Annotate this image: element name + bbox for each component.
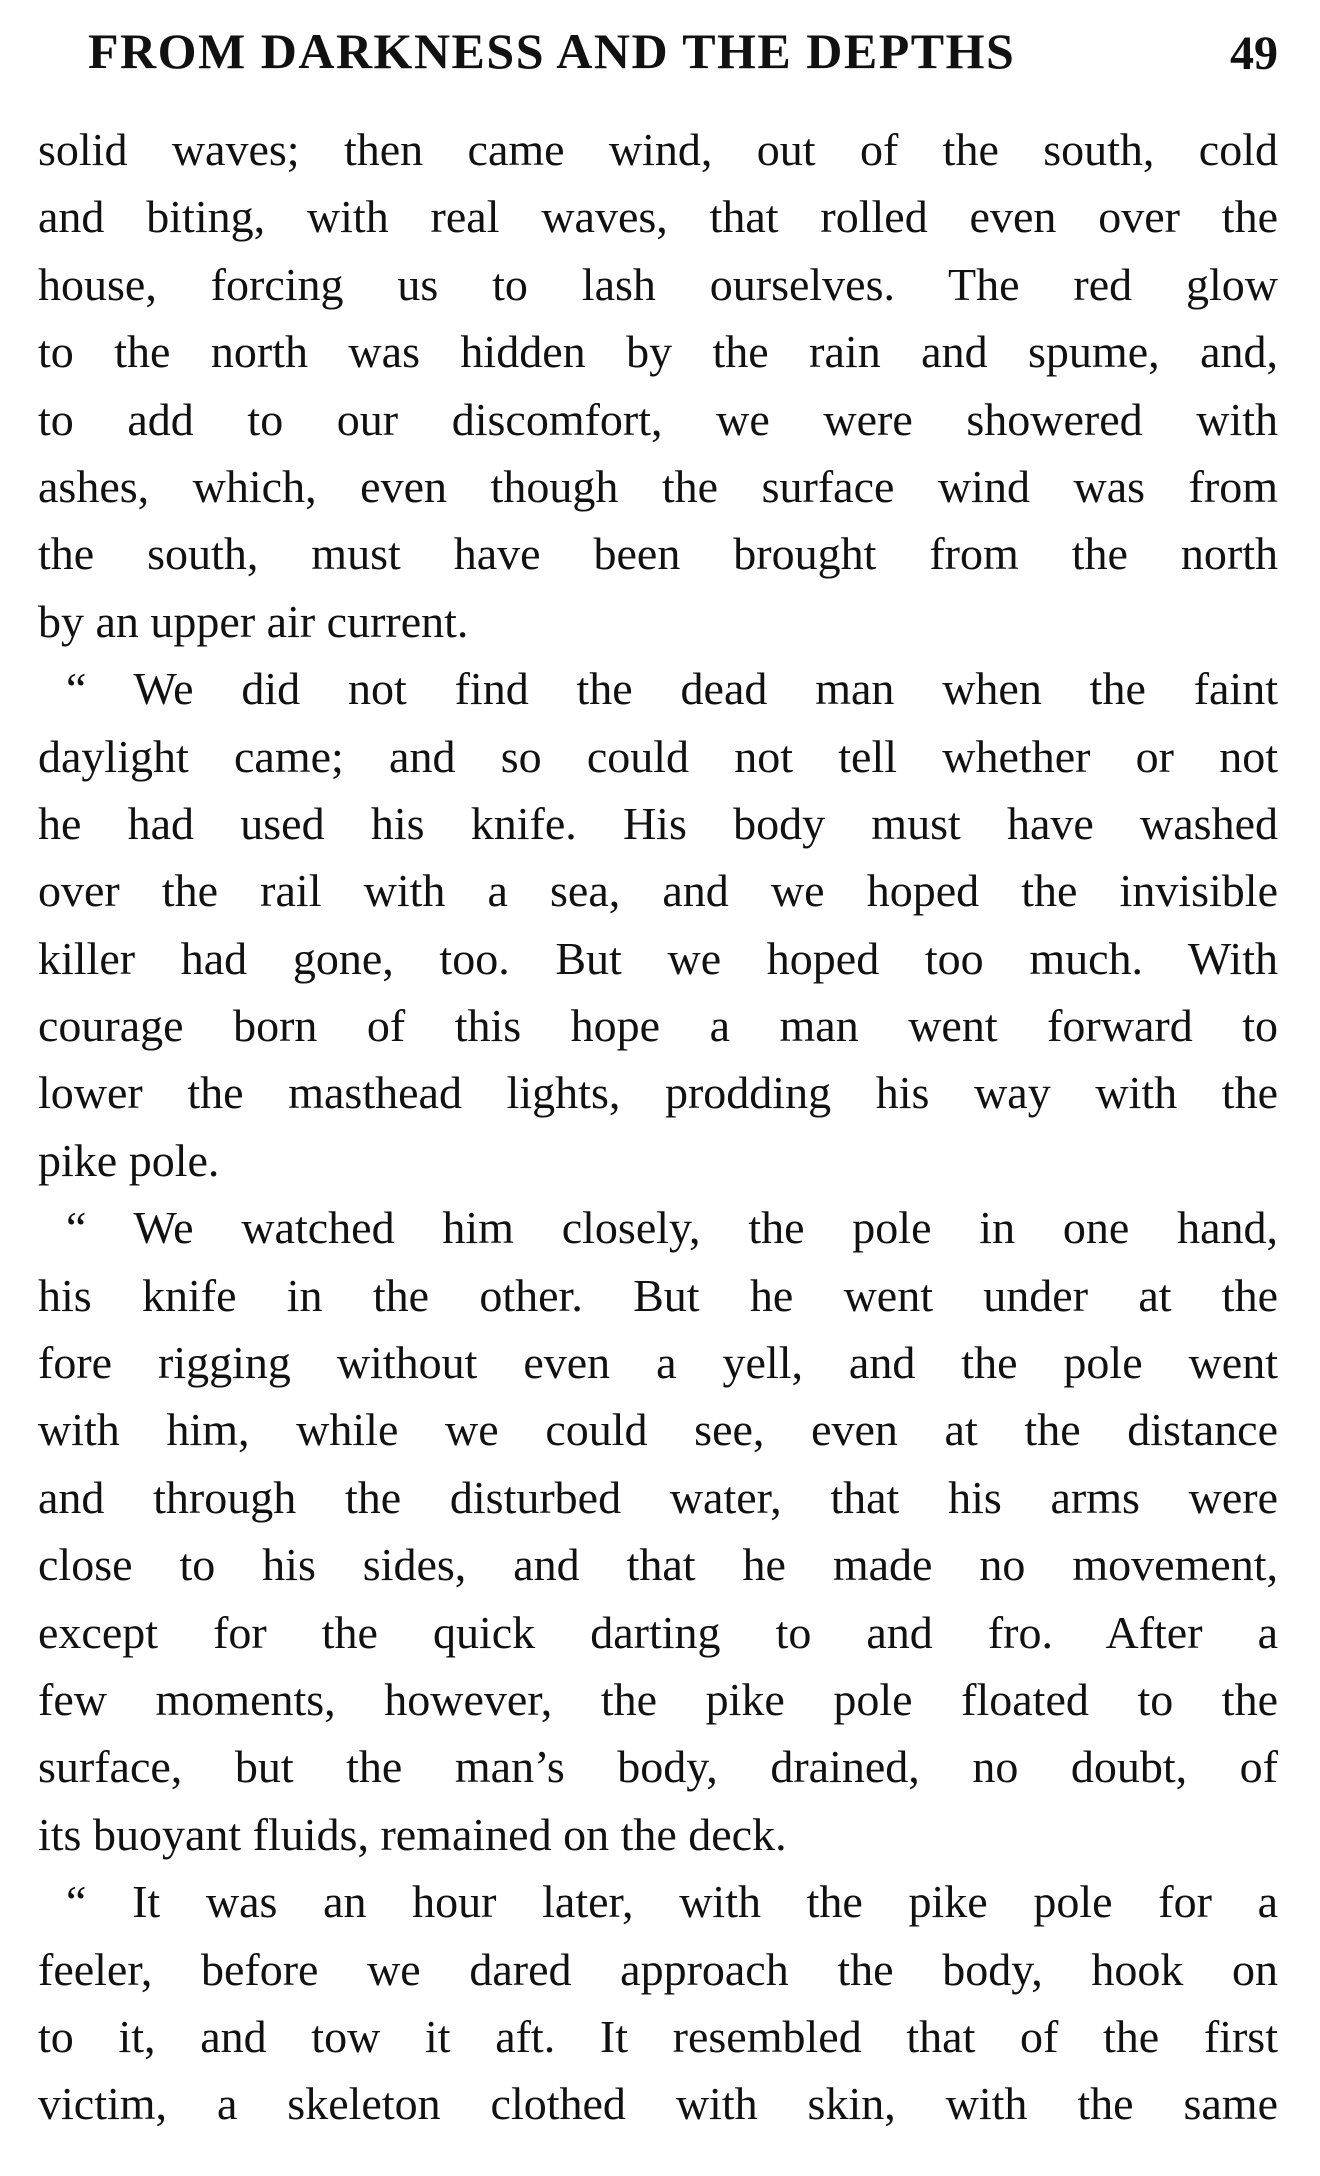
paragraph-first-line: “ It was an hour later, with the pike pole for a	[66, 1876, 1278, 1928]
text-line: victim, a skeleton clothed with skin, with the same	[38, 2078, 1278, 2130]
text-line: killer had gone, too. But we hoped too much. With	[38, 932, 1278, 984]
text-line: over the rail with a sea, and we hoped the invisible	[38, 865, 1278, 917]
text-line: courage born of this hope a man went forward to	[38, 1000, 1278, 1052]
text-line: surface, but the man’s body, drained, no doubt, of	[38, 1741, 1278, 1793]
text-line: close to his sides, and that he made no movement,	[38, 1539, 1278, 1591]
text-line: to the north was hidden by the rain and spume, and,	[38, 326, 1278, 378]
text-line: he had used his knife. His body must have washed	[38, 797, 1278, 849]
text-line: fore rigging without even a yell, and the pole went	[38, 1337, 1278, 1389]
text-line: the south, must have been brought from the north	[38, 528, 1278, 580]
text-line: ashes, which, even though the surface wind was from	[38, 460, 1278, 512]
text-line: house, forcing us to lash ourselves. The red glow	[38, 258, 1278, 310]
text-line: lower the masthead lights, prodding his way with the	[38, 1067, 1278, 1119]
paragraph-first-line: “ We watched him closely, the pole in one hand,	[66, 1202, 1278, 1254]
text-line: by an upper air current.	[38, 595, 469, 647]
page-number: 49	[1230, 27, 1278, 80]
text-line: except for the quick darting to and fro. After a	[38, 1606, 1278, 1658]
text-line: few moments, however, the pike pole floated to the	[38, 1673, 1278, 1725]
text-line: his knife in the other. But he went under at the	[38, 1269, 1278, 1321]
text-line: daylight came; and so could not tell whether or not	[38, 730, 1278, 782]
body-text	[38, 116, 1278, 2138]
text-line: to add to our discomfort, we were showered with	[38, 393, 1278, 445]
text-line: and biting, with real waves, that rolled even over the	[38, 191, 1278, 243]
text-line: pike pole.	[38, 1134, 220, 1186]
text-line: feeler, before we dared approach the body, hook on	[38, 1943, 1278, 1995]
text-line: and through the disturbed water, that his arms were	[38, 1471, 1278, 1523]
text-line: with him, while we could see, even at the distance	[38, 1404, 1278, 1456]
running-head	[88, 22, 1278, 92]
running-title: FROM DARKNESS AND THE DEPTHS	[88, 23, 1016, 79]
paragraph-first-line: “ We did not find the dead man when the faint	[66, 663, 1278, 715]
text-line: solid waves; then came wind, out of the south, cold	[38, 124, 1278, 175]
text-line: its buoyant fluids, remained on the deck.	[38, 1808, 787, 1860]
text-line: to it, and tow it aft. It resembled that of the first	[38, 2010, 1278, 2062]
